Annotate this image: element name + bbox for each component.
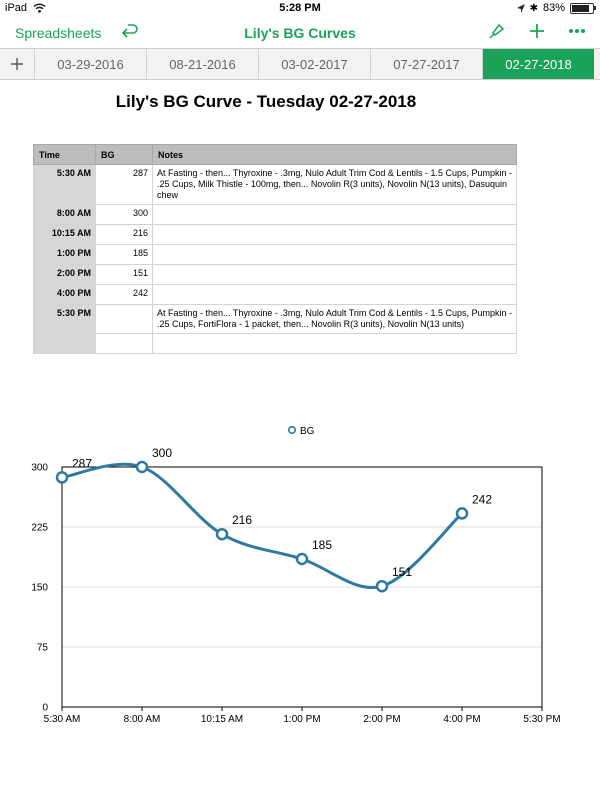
time-cell[interactable]: 1:00 PM [34,245,96,265]
tab-08-21-2016[interactable]: 08-21-2016 [147,49,259,79]
sheet-tabs [0,48,600,80]
data-point [457,508,467,518]
x-tick-label: 10:15 AM [200,714,244,725]
table-row [34,245,517,265]
bg-line-chart[interactable] [0,415,600,735]
data-point [297,554,307,564]
header-notes[interactable]: Notes [153,145,517,165]
spreadsheets-back-button[interactable]: Spreadsheets [15,25,102,41]
data-point [57,472,67,482]
y-tick-label: 225 [31,522,48,534]
bg-cell[interactable] [96,305,153,334]
tab-03-29-2016[interactable]: 03-29-2016 [35,49,147,79]
time-cell[interactable]: 4:00 PM [34,285,96,305]
tab-02-27-2018[interactable]: 02-27-2018 [483,49,594,79]
x-tick-label: 5:30 AM [43,714,81,725]
y-tick-label: 75 [36,642,48,654]
data-point [137,462,147,472]
notes-cell[interactable] [153,205,517,225]
add-sheet-button[interactable] [0,49,35,79]
x-tick-label: 2:00 PM [363,714,401,725]
y-tick-label: 300 [31,462,48,474]
table-row [34,165,517,205]
battery-percent: 83% [542,2,565,14]
data-point [217,529,227,539]
location-icon [517,4,525,13]
notes-cell[interactable] [153,265,517,285]
sheet-title: Lily's BG Curve - Tuesday 02-27-2018 [115,92,417,111]
notes-cell[interactable] [153,334,517,354]
notes-cell[interactable] [153,285,517,305]
notes-cell[interactable] [153,245,517,265]
notes-cell[interactable] [153,225,517,245]
tab-03-02-2017[interactable]: 03-02-2017 [259,49,371,79]
time-cell[interactable] [34,334,96,354]
status-bar [0,0,600,16]
add-icon[interactable] [528,22,546,40]
x-tick-label: 1:00 PM [283,714,321,725]
x-tick-label: 8:00 AM [123,714,161,725]
notes-cell[interactable]: At Fasting - then... Thyroxine - .3mg, Nulo Adult Trim Cod & Lentils - 1.5 Cups, Pumpkin - .25 Cups, FortiFlora - 1 packet, then... Novolin R(3 units), Novolin N(13 units) [153,305,517,334]
bg-cell[interactable]: 300 [96,205,153,225]
bg-table [33,144,517,354]
y-tick-label: 150 [31,582,48,594]
time-cell[interactable]: 5:30 AM [34,165,96,205]
battery-icon [570,3,594,14]
data-label: 216 [232,513,253,528]
table-row [34,305,517,334]
paintbrush-icon[interactable] [488,22,506,40]
device-name: iPad [5,2,28,14]
time-cell[interactable]: 2:00 PM [34,265,96,285]
header-bg[interactable]: BG [96,145,153,165]
x-tick-label: 5:30 PM [523,714,561,725]
legend-label: BG [300,426,315,437]
notes-cell[interactable]: At Fasting - then... Thyroxine - .3mg, Nulo Adult Trim Cod & Lentils - 1.5 Cups, Pumpkin - .25 Cups, Milk Thistle - 100mg, then... Novolin R(3 units), Novolin N(13 units), Dasuquin chew [153,165,517,205]
document-title: Lily's BG Curves [244,25,356,41]
bluetooth-icon: ✱ [529,2,538,14]
table-row [34,285,517,305]
data-label: 287 [72,456,93,471]
bg-cell[interactable]: 216 [96,225,153,245]
more-icon[interactable] [568,28,586,34]
y-tick-label: 0 [42,702,48,714]
legend-marker [289,427,295,433]
header-time[interactable]: Time [34,145,96,165]
data-label: 185 [312,538,333,552]
table-header-row [34,145,517,165]
data-label: 242 [472,492,493,507]
plus-icon [10,57,24,71]
bg-cell[interactable]: 242 [96,285,153,305]
data-point [377,581,387,591]
data-label: 300 [152,446,173,460]
table-row [34,225,517,245]
tab-07-27-2017[interactable]: 07-27-2017 [371,49,483,79]
x-tick-label: 4:00 PM [443,714,481,725]
table-row [34,265,517,285]
time-cell[interactable]: 5:30 PM [34,305,96,334]
table-row [34,205,517,225]
time-cell[interactable]: 10:15 AM [34,225,96,245]
bg-cell[interactable]: 185 [96,245,153,265]
bg-cell[interactable] [96,334,153,354]
table-row [34,334,517,354]
data-label: 151 [392,565,413,580]
time-cell[interactable]: 8:00 AM [34,205,96,225]
bg-cell[interactable]: 287 [96,165,153,205]
toolbar [0,16,600,48]
clock: 5:28 PM [279,2,321,14]
bg-cell[interactable]: 151 [96,265,153,285]
